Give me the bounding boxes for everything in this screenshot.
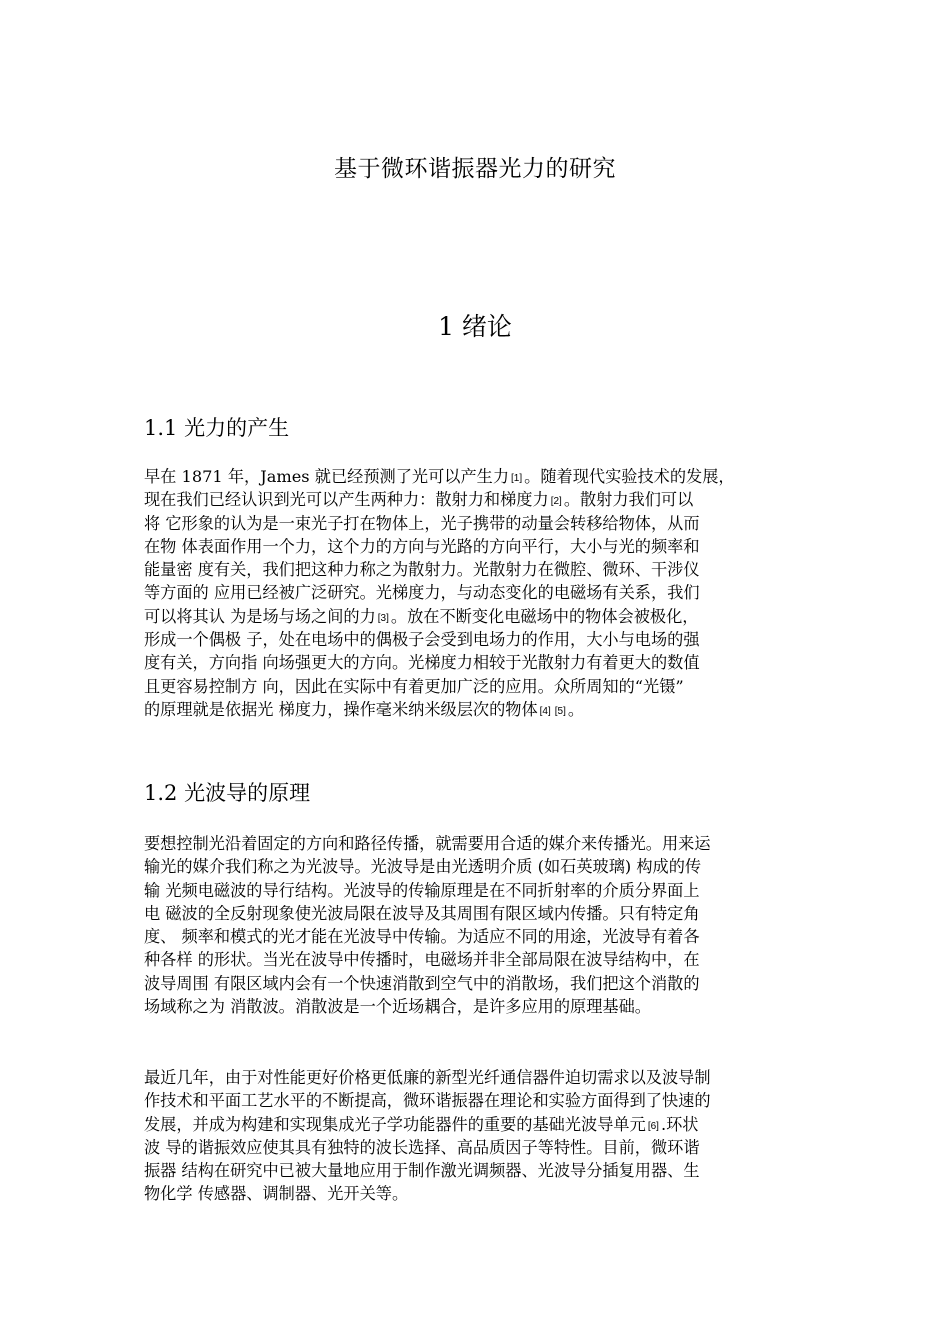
text-line — [144, 879, 812, 902]
text-line — [144, 605, 812, 628]
citation-ref: [5] — [554, 705, 566, 717]
line-text: 种各样 的形状。当光在波导中传播时，电磁场并非全部局限在波导结构中，在 — [144, 950, 700, 970]
line-text: 。随着现代实验技术的发展， — [524, 467, 735, 486]
document-title: 基于微环谐振器光力的研究 — [334, 156, 616, 182]
line-text: 波 导的谐振效应使其具有独特的波长选择、高品质因子等特性。目前，微环谐 — [144, 1137, 700, 1157]
line-text: 能量密 度有关，我们把这种力称之为散射力。光散射力在微腔、微环、干涉仪 — [144, 560, 700, 580]
citation-ref: [1] — [511, 473, 523, 484]
section-heading-1-1: 1.1 光力的产生 — [144, 416, 290, 440]
line-text: 最近几年，由于对性能更好价格更低廉的新型光纤通信器件迫切需求以及波导制 — [144, 1068, 711, 1087]
text-line — [144, 1182, 812, 1205]
line-text: 且更容易控制方 向，因此在实际中有着更加广泛的应用。众所周知的“光镊” — [144, 676, 684, 696]
line-text: 场域称之为 消散波。消散波是一个近场耦合，是许多应用的原理基础。 — [144, 997, 651, 1017]
citation-ref: [6] — [647, 1120, 659, 1132]
text-line — [144, 1113, 812, 1136]
line-text: 。 — [567, 699, 585, 719]
text-line — [144, 1159, 812, 1182]
line-text: 。散射力我们可以 — [563, 490, 694, 510]
line-text: 现在我们已经认识到光可以产生两种力：散射力和梯度力 — [144, 490, 549, 510]
citation-ref: [4] — [539, 705, 551, 717]
citation-ref: [2] — [550, 496, 562, 508]
line-text: 度、 频率和模式的光才能在光波导中传输。为适应不同的用途，光波导有着各 — [144, 927, 700, 947]
line-text: 输 光频电磁波的导行结构。光波导的传输原理是在不同折射率的介质分界面上 — [144, 880, 700, 900]
text-line — [144, 1066, 812, 1089]
line-text: .环状 — [660, 1114, 699, 1134]
text-line — [144, 972, 812, 995]
text-line — [144, 698, 812, 721]
text-line — [144, 925, 812, 948]
line-text: 要想控制光沿着固定的方向和路径传播，就需要用合适的媒介来传播光。用来运 — [144, 834, 711, 853]
paragraph-microring-development — [144, 1066, 812, 1206]
citation-ref: [3] — [377, 612, 389, 624]
text-line — [144, 651, 812, 674]
text-line — [144, 512, 812, 535]
line-text: 形成一个偶极 子，处在电场中的偶极子会受到电场力的作用，大小与电场的强 — [144, 630, 700, 650]
line-text: 等方面的 应用已经被广泛研究。光梯度力，与动态变化的电磁场有关系，我们 — [144, 583, 700, 603]
section-heading-1-2: 1.2 光波导的原理 — [144, 781, 311, 805]
text-line — [144, 581, 812, 604]
text-line — [144, 558, 812, 581]
line-text: 在物 体表面作用一个力，这个力的方向与光路的方向平行，大小与光的频率和 — [144, 536, 700, 556]
line-text: 早在 1871 年，James 就已经预测了光可以产生力 — [144, 467, 510, 486]
line-text: 振器 结构在研究中已被大量地应用于制作激光调频器、光波导分插复用器、生 — [144, 1161, 700, 1181]
line-text: 输光的媒介我们称之为光波导。光波导是由光透明介质 (如石英玻璃) 构成的传 — [144, 857, 702, 877]
line-text: 度有关，方向指 向场强更大的方向。光梯度力相较于光散射力有着更大的数值 — [144, 653, 700, 673]
text-line — [144, 1136, 812, 1159]
text-line — [144, 675, 812, 698]
line-text: 发展，并成为构建和实现集成光子学功能器件的重要的基础光波导单元 — [144, 1114, 646, 1134]
text-line — [144, 1089, 812, 1112]
line-text: 的原理就是依据光 梯度力，操作毫米纳米级层次的物体 — [144, 699, 538, 719]
chapter-title: 1 绪论 — [438, 312, 512, 341]
line-text: 波导周围 有限区域内会有一个快速消散到空气中的消散场，我们把这个消散的 — [144, 973, 700, 993]
text-line — [144, 832, 812, 855]
line-text: 可以将其认 为是场与场之间的力 — [144, 606, 376, 626]
line-text: 物化学 传感器、调制器、光开关等。 — [144, 1184, 409, 1204]
line-text: 将 它形象的认为是一束光子打在物体上，光子携带的动量会转移给物体，从而 — [144, 513, 700, 533]
text-line — [144, 628, 812, 651]
line-text: 作技术和平面工艺水平的不断提高，微环谐振器在理论和实验方面得到了快速的 — [144, 1091, 711, 1111]
text-line — [144, 535, 812, 558]
text-line — [144, 948, 812, 971]
text-line — [144, 995, 812, 1018]
text-line — [144, 488, 812, 511]
text-line — [144, 902, 812, 925]
line-text: 电 磁波的全反射现象使光波局限在波导及其周围有限区域内传播。只有特定角 — [144, 903, 700, 923]
paragraph-waveguide-principle — [144, 832, 812, 1018]
text-line — [144, 465, 812, 488]
text-line — [144, 855, 812, 878]
paragraph-optical-force — [144, 465, 812, 721]
line-text: 。放在不断变化电磁场中的物体会被极化， — [390, 606, 699, 626]
